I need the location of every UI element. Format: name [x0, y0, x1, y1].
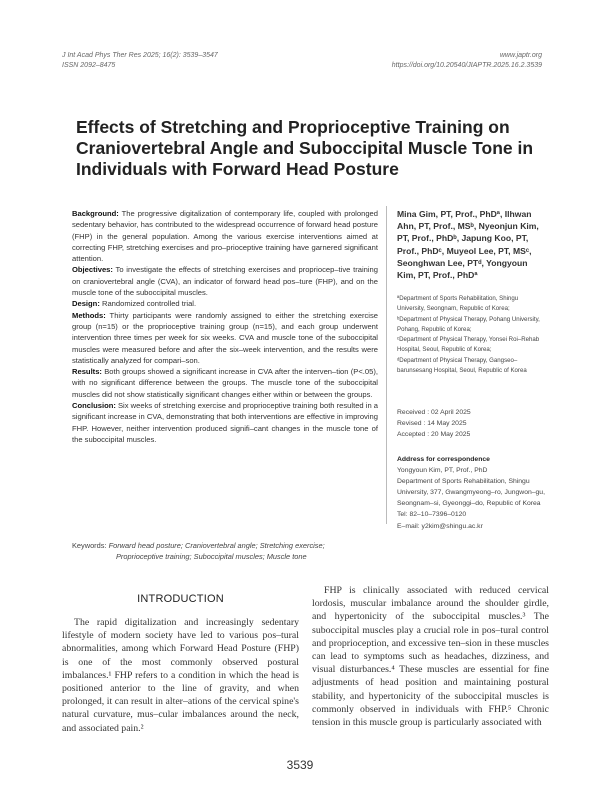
keywords-label: Keywords:: [72, 541, 107, 550]
affiliation-item: ᵈDepartment of Physical Therapy, Gangseo–barunsesang Hospital, Seoul, Republic of Korea: [397, 356, 527, 375]
website-link[interactable]: www.japtr.org: [499, 52, 542, 59]
journal-citation: [62, 51, 218, 71]
issn: ISSN 2092–8475: [62, 62, 116, 69]
keywords: [72, 540, 547, 562]
column-divider: [386, 206, 387, 524]
body-column-left: [62, 616, 299, 735]
revised-date: Revised : 14 May 2025: [397, 420, 467, 428]
correspondence-phone: Tel: 82–10–7396–0120: [397, 511, 467, 519]
correspondence-address: Department of Sports Rehabilitation, Shingu University, 377, Gwangmyeong–ro, Jungwon–gu, Seongnam–si, Gyeonggi–do, Republic of Korea: [397, 478, 545, 508]
accepted-date: Accepted : 20 May 2025: [397, 431, 471, 439]
keywords-line-1: [72, 540, 547, 551]
journal-links: [392, 51, 542, 71]
results-text: Both groups showed a significant increase in CVA after the interven–tion (P<.05), with no significant difference between the groups. The muscle tone of the suboccipital muscles did not show statistically significant changes either within or between the groups.: [72, 367, 378, 399]
abstract-results: [72, 366, 378, 400]
intro-paragraph-1: The rapid digitalization and increasingly sedentary lifestyle of modern society have led to various pos–tural abnormalities, among which Forward Head Posture (FHP) is one of the most commonly observed postural imbalances.¹ FHP refers to a condition in which the head is positioned anterior to the line of gravity, and when prolonged, it can result in alter–ations of the cervical spine's natural curvature, mus–cular imbalances around the neck, and associated pain.²: [62, 617, 299, 734]
received-date: Received : 02 April 2025: [397, 409, 471, 416]
background-text: The progressive digitalization of contemporary life, coupled with prolonged sedentary behavior, has contributed to the widespread occurrence of forward head posture (FHP) in the general population. Among the various exercise interventions aimed at correcting FHP, stretching exercises and pro–prioceptive training have garnered significant attention.: [72, 209, 378, 264]
conclusion-text: Six weeks of stretching exercise and proprioceptive training both resulted in a significant increase in CVA, demonstrating that both interventions are effective in improving FHP. However, neither intervention produced signifi–cant changes in the muscle tone of the suboccipital muscles.: [72, 401, 379, 444]
article-dates: [397, 407, 547, 441]
objectives-label: Objectives:: [72, 265, 113, 275]
keywords-text-2: Proprioceptive training; Suboccipital muscles; Muscle tone: [116, 552, 307, 561]
methods-text: Thirty participants were randomly assigned to either the stretching exercise group (n=15) or the proprioceptive training group (n=15), and each group underwent intervention three times per week for six weeks. CVA and muscle tone of the suboccipital muscles were measured before and after the six–week intervention, and the results were statistically analyzed for compari–son.: [72, 310, 378, 365]
background-label: Background:: [72, 209, 119, 218]
correspondence-heading: Address for correspondence: [397, 456, 490, 463]
keywords-text-1: Forward head posture; Craniovertebral angle; Stretching exercise;: [106, 541, 325, 550]
doi-link[interactable]: https://doi.org/10.20540/JIAPTR.2025.16.2.3539: [391, 62, 542, 69]
page-number: 3539: [286, 758, 314, 772]
journal-line: J Int Acad Phys Ther Res 2025; 16(2): 3539–3547: [62, 52, 218, 59]
author-list: Mina Gim, PT, Prof., PhDª, Ilhwan Ahn, PT, Prof., MSᵇ, Nyeonjun Kim, PT, Prof., PhDᵇ, Japung Koo, PT, Prof., PhDᶜ, Muyeol Lee, PT, MSᶜ, Seonghwan Lee, PTᵈ, Yongyoun Kim, PT, Prof., PhDª: [397, 209, 539, 281]
methods-label: Methods:: [72, 310, 106, 320]
abstract-methods: [72, 310, 378, 366]
abstract: [72, 208, 378, 445]
abstract-conclusion: [72, 400, 378, 445]
body-column-right: [312, 584, 549, 729]
introduction-heading: INTRODUCTION: [137, 593, 224, 605]
abstract-objectives: [72, 264, 378, 298]
correspondence-email[interactable]: E–mail: y2kim@shingu.ac.kr: [397, 522, 483, 530]
affiliations: [397, 294, 547, 376]
design-label: Design:: [72, 299, 100, 309]
affiliation-item: ªDepartment of Sports Rehabilitation, Shingu University, Seongnam, Republic of Korea;: [397, 295, 519, 313]
objectives-text: To investigate the effects of stretching exercises and propriocep–tive training on craniovertebral angle (CVA), an indicator of forward head pos–ture (FHP), and on the muscle tone of the suboccipital muscles.: [72, 265, 378, 298]
results-label: Results:: [72, 367, 102, 377]
affiliation-item: ᶜDepartment of Physical Therapy, Yonsei Roi–Rehab Hospital, Seoul, Republic of Korea;: [397, 336, 540, 354]
affiliation-item: ᵇDepartment of Physical Therapy, Pohang University, Pohang, Republic of Korea;: [397, 315, 540, 333]
design-text: Randomized controlled trial.: [99, 299, 197, 309]
article-title: Effects of Stretching and Proprioceptive Training on Craniovertebral Angle and Suboccipital Muscle Tone in Individuals with Forward Head Posture: [76, 117, 534, 179]
correspondence-name: Yongyoun Kim, PT, Prof., PhD: [397, 467, 488, 475]
abstract-background: [72, 208, 378, 264]
correspondence: [397, 454, 547, 532]
abstract-design: [72, 298, 378, 309]
conclusion-label: Conclusion:: [72, 401, 116, 411]
intro-paragraph-2: FHP is clinically associated with reduced cervical lordosis, muscular imbalance around the shoulder girdle, and hypertonicity of the suboccipital muscles.³ The suboccipital muscles play a crucial role in pos–tural control and proprioception, and excessive ten–sion in these muscles can lead to symptoms such as headaches, dizziness, and visual disturbances.⁴ These muscles are essential for fine adjustments of head position and maintaining postural stability, and hypertonicity of the suboccipital muscles is commonly observed in individuals with FHP.⁵ Chronic tension in this muscle group is particularly associated with: [312, 585, 549, 729]
